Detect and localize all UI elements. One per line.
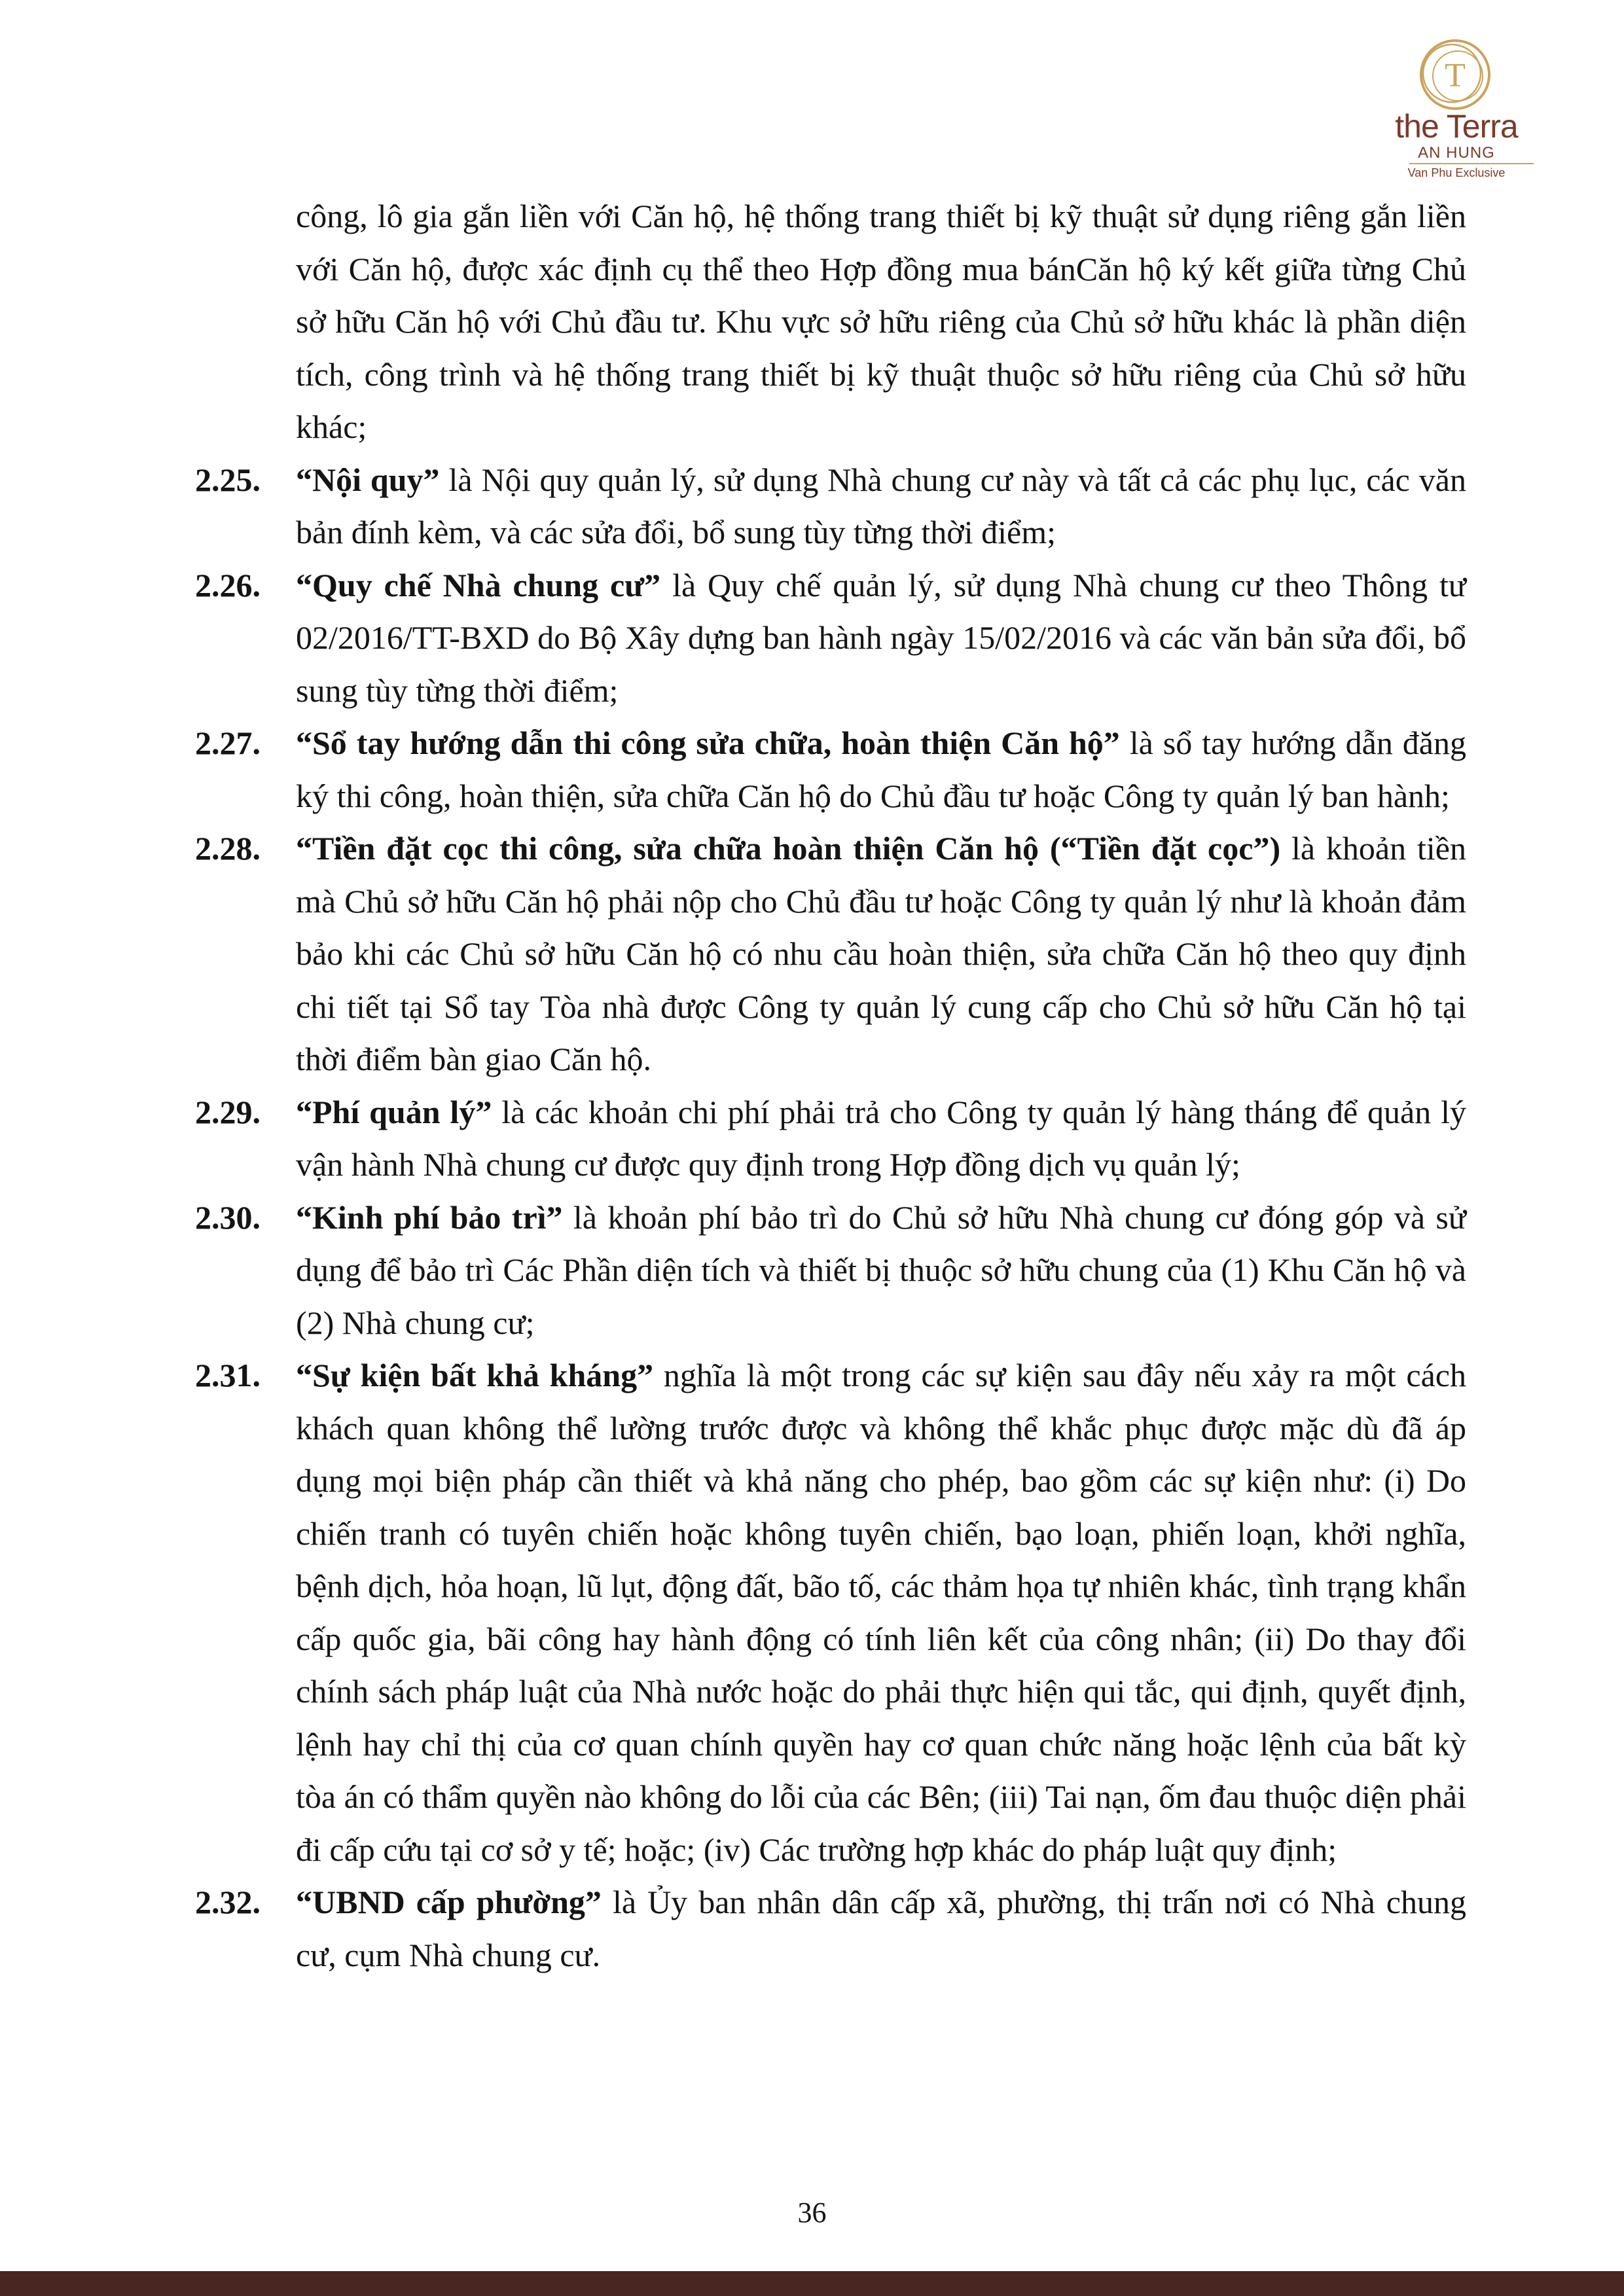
definition-item-2-27 bbox=[195, 717, 1466, 822]
item-body bbox=[296, 1086, 1466, 1191]
brand-logo bbox=[1378, 34, 1535, 191]
footer-bar bbox=[0, 2271, 1624, 2296]
item-body bbox=[296, 717, 1466, 822]
defined-term: “Phí quản lý” bbox=[296, 1093, 492, 1130]
intro-paragraph: công, lô gia gắn liền với Căn hộ, hệ thống trang thiết bị kỹ thuật sử dụng riêng gắn liền với Căn hộ, được xác định cụ thể theo Hợp đồng mua bánCăn hộ ký kết giữa từng Chủ sở hữu Căn hộ với Chủ đầu tư. Khu vực sở hữu riêng của Chủ sở hữu khác là phần diện tích, công trình và hệ thống trang thiết bị kỹ thuật thuộc sở hữu riêng của Chủ sở hữu khác; bbox=[296, 198, 1466, 445]
item-body bbox=[296, 1876, 1466, 1981]
item-number: 2.28. bbox=[195, 830, 261, 867]
defined-term: “Tiền đặt cọc thi công, sửa chữa hoàn thiện Căn hộ (“Tiền đặt cọc”) bbox=[296, 830, 1281, 867]
definition-text: là khoản phí bảo trì do Chủ sở hữu Nhà chung cư đóng góp và sử dụng để bảo trì Các Phần diện tích và thiết bị thuộc sở hữu chung của (1) Khu Căn hộ và (2) Nhà chung cư; bbox=[296, 1198, 1466, 1341]
definition-item-2-25 bbox=[195, 454, 1466, 559]
definition-text: là Quy chế quản lý, sử dụng Nhà chung cư theo Thông tư 02/2016/TT-BXD do Bộ Xây dựng ban hành ngày 15/02/2016 và các văn bản sửa đổi, bổ sung tùy từng thời điểm; bbox=[296, 566, 1466, 709]
item-number: 2.26. bbox=[195, 566, 261, 603]
brand-name: the Terra bbox=[1395, 108, 1518, 145]
item-number: 2.31. bbox=[195, 1357, 261, 1393]
item-number: 2.32. bbox=[195, 1884, 261, 1920]
definition-text: nghĩa là một trong các sự kiện sau đây nếu xảy ra một cách khách quan không thể lường trước được và không thể khắc phục được mặc dù đã áp dụng mọi biện pháp cần thiết và khả năng cho phép, bao gồm các sự kiện như: (i) Do chiến tranh có tuyên chiến hoặc không tuyên chiến, bạo loạn, phiến loạn, khởi nghĩa, bệnh dịch, hỏa hoạn, lũ lụt, động đất, bão tố, các thảm họa tự nhiên khác, tình trạng khẩn cấp quốc gia, bãi công hay hành động có tính liên kết của công nhân; (ii) Do thay đổi chính sách pháp luật của Nhà nước hoặc do phải thực hiện qui tắc, qui định, quyết định, lệnh hay chỉ thị của cơ quan chính quyền hay cơ quan chức năng hoặc lệnh của bất kỳ tòa án có thẩm quyền nào không do lỗi của các Bên; (iii) Tai nạn, ốm đau thuộc diện phải đi cấp cứu tại cơ sở y tế; hoặc; (iv) Các trường hợp khác do pháp luật quy định; bbox=[296, 1357, 1466, 1868]
defined-term: “Quy chế Nhà chung cư” bbox=[296, 566, 661, 603]
defined-term: “Nội quy” bbox=[296, 461, 440, 498]
definition-item-2-30 bbox=[195, 1191, 1466, 1350]
item-number: 2.25. bbox=[195, 461, 261, 498]
document-body bbox=[195, 190, 1466, 1981]
definition-item-2-26 bbox=[195, 559, 1466, 717]
defined-term: “UBND cấp phường” bbox=[296, 1884, 602, 1920]
item-body bbox=[296, 1349, 1466, 1876]
item-number: 2.29. bbox=[195, 1093, 261, 1130]
item-body bbox=[296, 1191, 1466, 1350]
definition-text: là Nội quy quản lý, sử dụng Nhà chung cư này và tất cả các phụ lục, các văn bản đính kèm, và các sửa đổi, bổ sung tùy từng thời điểm; bbox=[296, 461, 1467, 550]
defined-term: “Kinh phí bảo trì” bbox=[296, 1198, 563, 1236]
definition-text: là sổ tay hướng dẫn đăng ký thi công, hoàn thiện, sửa chữa Căn hộ do Chủ đầu tư hoặc Công ty quản lý ban hành; bbox=[296, 725, 1466, 814]
logo-divider bbox=[1409, 163, 1534, 164]
item-body bbox=[296, 559, 1466, 717]
item-number: 2.30. bbox=[195, 1198, 261, 1236]
logo-letter: T bbox=[1445, 57, 1466, 94]
definition-item-2-31 bbox=[195, 1349, 1466, 1876]
definition-text: là Ủy ban nhân dân cấp xã, phường, thị trấn nơi có Nhà chung cư, cụm Nhà chung cư. bbox=[296, 1884, 1466, 1973]
definition-text: là các khoản chi phí phải trả cho Công ty quản lý hàng tháng để quản lý vận hành Nhà chung cư được quy định trong Hợp đồng dịch vụ quản lý; bbox=[296, 1093, 1467, 1183]
definition-item-2-29 bbox=[195, 1086, 1466, 1191]
item-body bbox=[296, 822, 1466, 1086]
defined-term: “Sổ tay hướng dẫn thi công sửa chữa, hoàn thiện Căn hộ” bbox=[296, 725, 1120, 761]
brand-sub: AN HUNG bbox=[1418, 144, 1495, 162]
item-body bbox=[296, 454, 1466, 559]
brand-tagline: Van Phu Exclusive bbox=[1407, 166, 1506, 179]
definition-text: là khoản tiền mà Chủ sở hữu Căn hộ phải nộp cho Chủ đầu tư hoặc Công ty quản lý như là khoản đảm bảo khi các Chủ sở hữu Căn hộ có nhu cầu hoàn thiện, sửa chữa Căn hộ theo quy định chi tiết tại Sổ tay Tòa nhà được Công ty quản lý cung cấp cho Chủ sở hữu Căn hộ tại thời điểm bàn giao Căn hộ. bbox=[296, 830, 1466, 1077]
page-number: 36 bbox=[797, 2197, 827, 2229]
item-number: 2.27. bbox=[195, 725, 261, 761]
definition-item-2-32 bbox=[195, 1876, 1466, 1981]
definition-item-2-28 bbox=[195, 822, 1466, 1086]
terra-logo-icon bbox=[1415, 34, 1496, 115]
defined-term: “Sự kiện bất khả kháng” bbox=[296, 1357, 654, 1393]
